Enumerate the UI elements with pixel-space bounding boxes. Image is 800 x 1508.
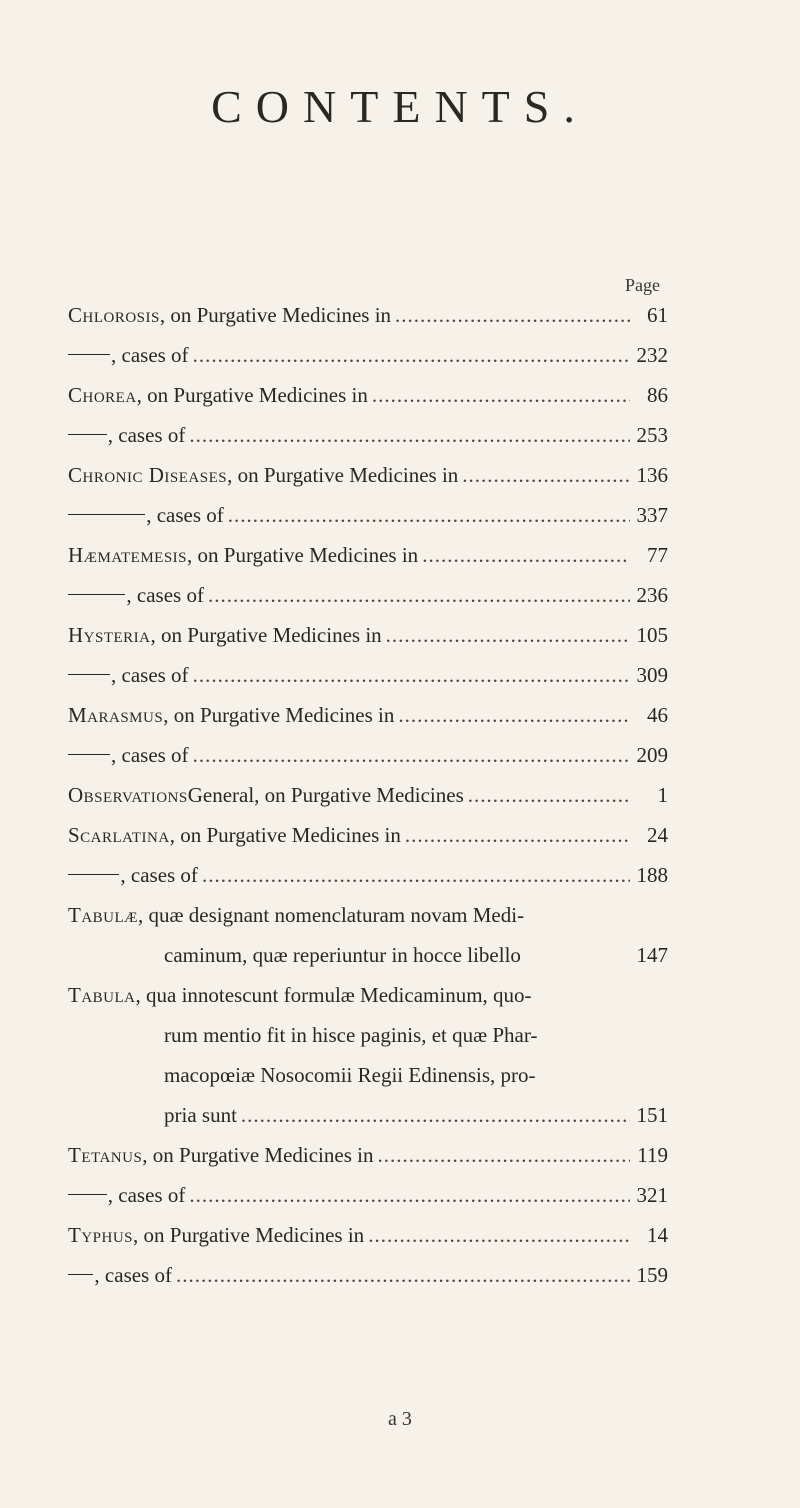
entry-heading: Marasmus [68, 703, 164, 727]
entry-heading: Chlorosis [68, 303, 160, 327]
page-number: 253 [636, 423, 668, 447]
dot-leader [193, 735, 630, 775]
page-number: 321 [636, 1183, 668, 1207]
dot-leader [193, 655, 630, 695]
ditto-dash [68, 874, 119, 875]
signature-mark: a 3 [388, 1408, 412, 1430]
page-title: CONTENTS. [211, 81, 589, 132]
entry-line [68, 495, 668, 535]
contents-entry [68, 1215, 668, 1255]
entry-line [68, 455, 668, 495]
page-number: 337 [636, 503, 668, 527]
dot-leader [202, 855, 630, 895]
entry-line [68, 575, 668, 615]
entry-text: , on Purgative Medicines in [136, 383, 368, 407]
ditto-dash [68, 754, 110, 755]
entry-line [68, 655, 668, 695]
entry-line [68, 1215, 668, 1255]
entry-text: , cases of [120, 863, 198, 887]
contents-entry [68, 1135, 668, 1175]
contents-entry [68, 455, 668, 495]
dot-leader [386, 615, 630, 655]
entry-text: , on Purgative Medicines in [169, 823, 401, 847]
entry-heading: Hysteria [68, 623, 151, 647]
entry-line [68, 775, 668, 815]
contents-subentry [68, 855, 668, 895]
entry-text: , cases of [146, 503, 224, 527]
entry-heading: Hæmatemesis [68, 543, 188, 567]
dot-leader [193, 335, 630, 375]
entry-line [68, 895, 668, 935]
entry-text: , qua innotescunt formulæ Medicaminum, quo- [135, 983, 532, 1007]
entry-line [68, 295, 668, 335]
page-number: 24 [647, 823, 668, 847]
entry-heading: Observations [68, 783, 188, 807]
entry-line [68, 1095, 668, 1135]
contents-subentry [68, 415, 668, 455]
page-number: 61 [647, 303, 668, 327]
page-number: 232 [636, 343, 668, 367]
ditto-dash [68, 434, 107, 435]
dot-leader [189, 1175, 630, 1215]
entry-heading: Tetanus [68, 1143, 143, 1167]
contents-entry-tabula [68, 975, 668, 1135]
dot-leader [462, 455, 630, 495]
contents-subentry [68, 735, 668, 775]
entry-heading: Scarlatina [68, 823, 170, 847]
entry-line [68, 415, 668, 455]
entry-line [68, 1055, 668, 1095]
entry-line [68, 535, 668, 575]
dot-leader [468, 775, 630, 815]
entry-text: , on Purgative Medicines in [187, 543, 419, 567]
entry-line [68, 615, 668, 655]
contents-subentry [68, 575, 668, 615]
entry-text: , cases of [111, 743, 189, 767]
ditto-dash [68, 1194, 107, 1195]
dot-leader [395, 295, 630, 335]
entry-line [68, 375, 668, 415]
entry-heading: Typhus [68, 1223, 134, 1247]
ditto-dash [68, 354, 110, 355]
entry-text: , quæ designant nomenclaturam novam Medi- [138, 903, 525, 927]
entry-text: pria sunt [164, 1103, 237, 1127]
page-number: 14 [647, 1223, 668, 1247]
contents-list [68, 295, 668, 1295]
page-column-header: Page [625, 275, 660, 295]
entry-text: , on Purgative Medicines in [150, 623, 382, 647]
page-number: 46 [647, 703, 668, 727]
entry-line [68, 735, 668, 775]
contents-entry-tabulae [68, 895, 668, 975]
dot-leader [228, 495, 630, 535]
entry-line [68, 695, 668, 735]
contents-entry [68, 615, 668, 655]
page-number: 105 [636, 623, 668, 647]
contents-subentry [68, 335, 668, 375]
entry-line [68, 335, 668, 375]
page-number: 151 [636, 1103, 668, 1127]
contents-entry [68, 815, 668, 855]
page-number: 77 [647, 543, 668, 567]
entry-line [68, 975, 668, 1015]
entry-text: , cases of [94, 1263, 172, 1287]
entry-text: , on Purgative Medicines in [142, 1143, 374, 1167]
entry-text: , cases of [107, 1183, 186, 1207]
entry-text: , on Purgative Medicines in [133, 1223, 365, 1247]
page-number: 1 [657, 783, 668, 807]
entry-heading: Chorea [68, 383, 137, 407]
dot-leader [189, 415, 630, 455]
contents-subentry [68, 1175, 668, 1215]
entry-text: , cases of [111, 663, 189, 687]
entry-heading: Tabulæ [68, 903, 138, 927]
page-number: 159 [636, 1263, 668, 1287]
page-number: 236 [636, 583, 668, 607]
entry-text: , on Purgative Medicines in [163, 703, 395, 727]
entry-text: , cases of [107, 423, 186, 447]
dot-leader [405, 815, 630, 855]
dot-leader [368, 1215, 630, 1255]
contents-subentry [68, 1255, 668, 1295]
contents-entry [68, 775, 668, 815]
entry-line [68, 855, 668, 895]
entry-heading: Tabula [68, 983, 136, 1007]
contents-subentry [68, 655, 668, 695]
contents-entry [68, 535, 668, 575]
dot-leader [422, 535, 630, 575]
page-number: 309 [636, 663, 668, 687]
dot-leader [377, 1135, 630, 1175]
entry-line [68, 935, 668, 975]
dot-leader [208, 575, 630, 615]
page-number: 209 [636, 743, 668, 767]
ditto-dash [68, 674, 110, 675]
entry-text: General, on Purgative Medicines [187, 783, 464, 807]
entry-line [68, 1255, 668, 1295]
entry-line [68, 1135, 668, 1175]
entry-text: , on Purgative Medicines in [159, 303, 392, 327]
entry-text: rum mentio fit in hisce paginis, et quæ Phar- [164, 1023, 538, 1047]
contents-entry [68, 375, 668, 415]
dot-leader [176, 1255, 630, 1295]
entry-line [68, 815, 668, 855]
contents-subentry [68, 495, 668, 535]
page-number: 119 [637, 1143, 668, 1167]
ditto-dash [68, 594, 125, 595]
contents-entry [68, 295, 668, 335]
entry-text: , cases of [126, 583, 204, 607]
entry-text: caminum, quæ reperiuntur in hocce libello [164, 943, 521, 967]
entry-heading: Chronic Diseases [68, 463, 228, 487]
page-number: 136 [636, 463, 668, 487]
ditto-dash [68, 1274, 93, 1275]
ditto-dash [68, 514, 145, 515]
entry-text: , cases of [111, 343, 189, 367]
entry-line [68, 1175, 668, 1215]
dot-leader [241, 1095, 630, 1135]
entry-text: macopœiæ Nosocomii Regii Edinensis, pro- [164, 1063, 536, 1087]
dot-leader [398, 695, 630, 735]
dot-leader [372, 375, 630, 415]
page-number: 147 [636, 943, 668, 967]
page-number: 86 [647, 383, 668, 407]
entry-text: , on Purgative Medicines in [227, 463, 459, 487]
entry-line [68, 1015, 668, 1055]
contents-entry [68, 695, 668, 735]
page-number: 188 [636, 863, 668, 887]
